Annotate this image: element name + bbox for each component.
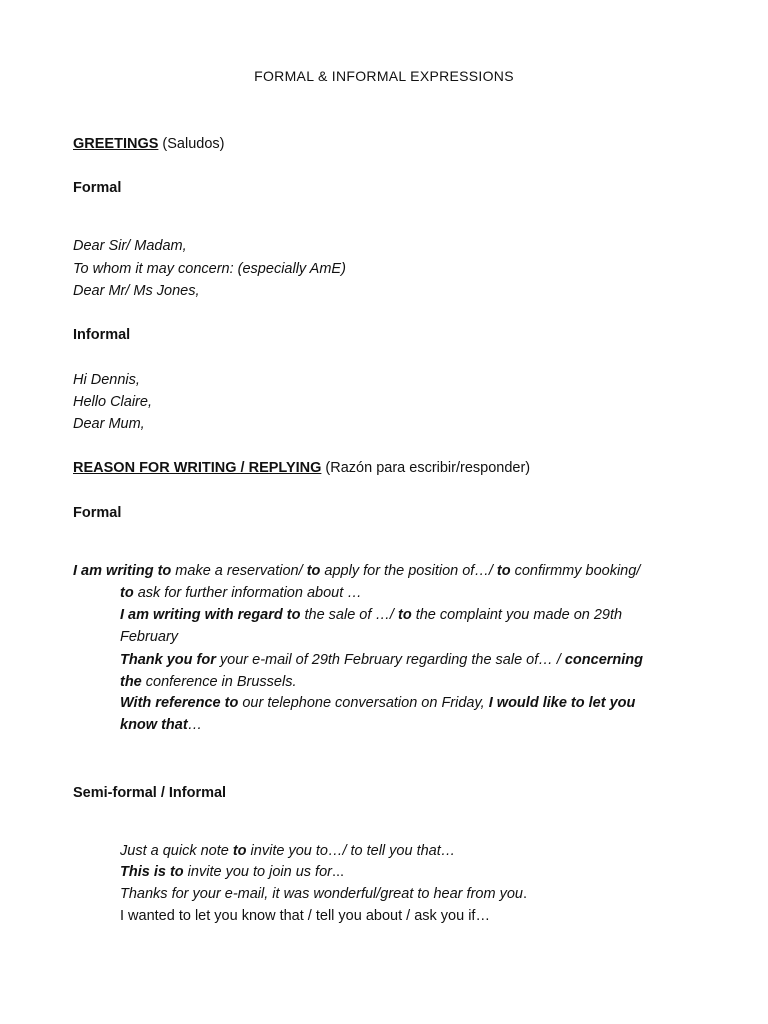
reason-semi-line bbox=[120, 883, 527, 905]
text-run: the complaint you made on 29th bbox=[411, 607, 623, 623]
greetings-heading-note: (Saludos) bbox=[158, 136, 225, 152]
reason-formal-line bbox=[120, 692, 635, 714]
text-run: conference in Brussels bbox=[141, 674, 293, 690]
text-run: to bbox=[306, 563, 321, 579]
greetings-informal-label: Informal bbox=[73, 327, 131, 343]
greeting-informal-line: Dear Mum, bbox=[73, 416, 145, 432]
reason-formal-line bbox=[120, 671, 297, 693]
reason-formal-line bbox=[120, 604, 622, 626]
reason-semi-line bbox=[120, 905, 490, 927]
reason-semi-label: Semi-formal / Informal bbox=[73, 785, 227, 801]
text-run: This is to bbox=[120, 864, 184, 880]
section-heading-greetings bbox=[73, 133, 225, 155]
greeting-formal-line: To whom it may concern: (especially AmE) bbox=[73, 261, 346, 277]
text-run: to bbox=[232, 843, 247, 859]
greeting-formal-line: Dear Sir/ Madam, bbox=[73, 238, 187, 254]
reason-formal-line bbox=[120, 626, 178, 648]
text-run: the bbox=[120, 674, 142, 690]
text-run: to bbox=[398, 607, 412, 623]
text-run: apply for the position of…/ bbox=[320, 563, 497, 579]
text-run: … bbox=[347, 585, 362, 601]
text-run: confirmmy booking/ bbox=[510, 563, 641, 579]
text-run: With reference to bbox=[120, 695, 239, 711]
text-run: concerning bbox=[564, 652, 644, 668]
reason-formal-line bbox=[120, 582, 362, 604]
text-run: your e-mail of 29th February regarding the sale of… / bbox=[215, 652, 565, 668]
text-run: … bbox=[475, 908, 490, 924]
greeting-formal-line: Dear Mr/ Ms Jones, bbox=[73, 283, 200, 299]
reason-formal-line bbox=[120, 649, 643, 671]
text-run: … bbox=[187, 717, 203, 733]
greeting-informal-line: Hi Dennis, bbox=[73, 372, 140, 388]
text-run: ... bbox=[331, 864, 345, 880]
greetings-formal-label: Formal bbox=[73, 180, 122, 196]
text-run: make a reservation/ bbox=[171, 563, 307, 579]
reason-formal-label: Formal bbox=[73, 505, 122, 521]
text-run: our telephone conversation on Friday, bbox=[238, 695, 489, 711]
text-run: . bbox=[292, 674, 297, 690]
text-run: invite you to join us for bbox=[183, 864, 332, 880]
text-run: to bbox=[120, 585, 134, 601]
reason-semi-line bbox=[120, 840, 455, 862]
greeting-informal-line: Hello Claire, bbox=[73, 394, 152, 410]
document-title: FORMAL & INFORMAL EXPRESSIONS bbox=[254, 68, 514, 84]
text-run: invite you to…/ to tell you that… bbox=[246, 843, 456, 859]
text-run: I wanted to let you know that / tell you about / ask you if bbox=[120, 908, 476, 924]
text-run: . bbox=[522, 886, 527, 902]
text-run: Thanks for your e-mail, it was wonderful/great to hear from you bbox=[120, 886, 523, 902]
reason-heading-note: (Razón para escribir/responder) bbox=[321, 460, 531, 476]
text-run: Just a quick note bbox=[120, 843, 233, 859]
text-run: February bbox=[120, 629, 179, 645]
reason-heading: REASON FOR WRITING / REPLYING bbox=[73, 460, 322, 476]
text-run: the sale of …/ bbox=[300, 607, 398, 623]
reason-formal-line bbox=[73, 560, 640, 582]
text-run: ask for further information about bbox=[133, 585, 348, 601]
text-run: I am writing with regard to bbox=[120, 607, 301, 623]
reason-semi-line bbox=[120, 861, 344, 883]
greetings-heading: GREETINGS bbox=[73, 136, 159, 152]
text-run: I am writing to bbox=[73, 563, 172, 579]
text-run: I would like to let you bbox=[488, 695, 636, 711]
text-run: know that bbox=[120, 717, 188, 733]
reason-formal-line bbox=[120, 714, 202, 736]
text-run: Thank you for bbox=[120, 652, 216, 668]
text-run: to bbox=[496, 563, 511, 579]
section-heading-reason bbox=[73, 457, 530, 479]
